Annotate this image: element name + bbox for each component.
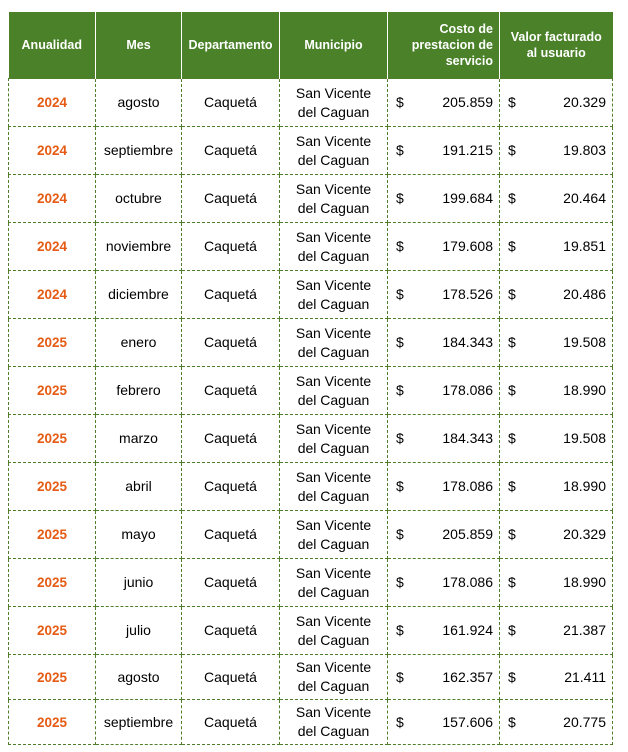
cost-cell[interactable] (388, 559, 500, 607)
municipality-line-2: del Caguan (297, 343, 370, 360)
municipality-line-1: San Vicente (295, 564, 372, 581)
month-cell[interactable]: enero (96, 319, 182, 367)
currency-symbol: $ (396, 622, 404, 638)
billed-value (508, 189, 606, 208)
municipality-line-2: del Caguan (297, 391, 370, 408)
header-cost[interactable]: Costo de prestacion de servicio (388, 12, 500, 79)
municipality-line-1: San Vicente (295, 324, 372, 341)
cost-cell[interactable] (388, 511, 500, 559)
month-cell[interactable]: mayo (96, 511, 182, 559)
table-row (9, 319, 613, 367)
currency-symbol: $ (508, 94, 516, 110)
billed-value (508, 477, 606, 496)
currency-symbol: $ (396, 94, 404, 110)
cost-amount: 162.357 (442, 668, 493, 685)
header-year[interactable]: Anualidad (9, 12, 96, 79)
billed-value (508, 333, 606, 352)
year-cell[interactable]: 2025 (9, 655, 96, 700)
year-cell[interactable]: 2025 (9, 511, 96, 559)
cost-value (396, 189, 493, 208)
table-row (9, 463, 613, 511)
billed-amount: 18.990 (563, 382, 606, 398)
municipality-cell[interactable] (280, 175, 388, 223)
currency-symbol: $ (396, 334, 404, 350)
currency-symbol: $ (396, 713, 404, 730)
billed-cell[interactable] (500, 319, 613, 367)
billed-value (508, 621, 606, 640)
municipality-line-2: del Caguan (297, 631, 370, 648)
cost-amount: 205.859 (442, 526, 493, 542)
billed-cell[interactable] (500, 607, 613, 655)
month-cell[interactable]: octubre (96, 175, 182, 223)
municipality-line-1: San Vicente (295, 84, 372, 101)
cost-amount: 161.924 (442, 622, 493, 638)
cost-cell[interactable] (388, 367, 500, 415)
year-cell[interactable]: 2025 (9, 700, 96, 745)
table-row (9, 511, 613, 559)
billed-amount: 19.803 (563, 142, 606, 158)
billed-value (508, 525, 606, 544)
month-cell[interactable]: diciembre (96, 271, 182, 319)
municipality-line-2: del Caguan (297, 535, 370, 552)
month-cell[interactable]: junio (96, 559, 182, 607)
currency-symbol: $ (508, 574, 516, 590)
municipality-line-2: del Caguan (297, 247, 370, 264)
municipality-line-2: del Caguan (297, 103, 370, 120)
department-cell[interactable]: Caquetá (182, 367, 280, 415)
billed-amount: 20.775 (563, 713, 606, 730)
table-row (9, 175, 613, 223)
department-cell[interactable]: Caquetá (182, 319, 280, 367)
billed-value (508, 429, 606, 448)
billed-amount: 20.329 (563, 94, 606, 110)
municipality-line-1: San Vicente (295, 468, 372, 485)
table-row (9, 271, 613, 319)
billed-amount: 19.508 (563, 430, 606, 446)
billed-amount: 20.329 (563, 526, 606, 542)
municipality-cell[interactable] (280, 607, 388, 655)
billed-amount: 21.411 (564, 668, 606, 685)
month-cell[interactable]: abril (96, 463, 182, 511)
billed-amount: 19.508 (563, 334, 606, 350)
currency-symbol: $ (508, 478, 516, 494)
year-cell[interactable]: 2024 (9, 175, 96, 223)
currency-symbol: $ (508, 430, 516, 446)
municipality-line-1: San Vicente (295, 420, 372, 437)
municipality-cell[interactable] (280, 79, 388, 127)
municipality-cell[interactable] (280, 367, 388, 415)
municipality-line-1: San Vicente (295, 276, 372, 293)
department-cell[interactable]: Caquetá (182, 271, 280, 319)
cost-cell[interactable] (388, 175, 500, 223)
currency-symbol: $ (508, 713, 516, 730)
cost-amount: 178.086 (442, 574, 493, 590)
currency-symbol: $ (508, 382, 516, 398)
header-department[interactable]: Departamento (182, 12, 280, 79)
month-cell[interactable]: marzo (96, 415, 182, 463)
table-row (9, 700, 613, 745)
municipality-cell[interactable] (280, 655, 388, 700)
currency-symbol: $ (508, 286, 516, 302)
billed-amount: 18.990 (563, 478, 606, 494)
table-row (9, 415, 613, 463)
billed-value (508, 141, 606, 160)
cost-value (396, 381, 493, 400)
billing-table (8, 12, 613, 745)
table-row (9, 79, 613, 127)
department-cell[interactable]: Caquetá (182, 79, 280, 127)
currency-symbol: $ (396, 478, 404, 494)
cost-value (396, 525, 493, 544)
currency-symbol: $ (508, 190, 516, 206)
billed-cell[interactable] (500, 415, 613, 463)
municipality-line-1: San Vicente (295, 659, 372, 675)
cost-amount: 205.859 (442, 94, 493, 110)
cost-amount: 178.086 (442, 382, 493, 398)
cost-value (396, 93, 493, 112)
department-cell[interactable]: Caquetá (182, 127, 280, 175)
cost-amount: 191.215 (442, 142, 493, 158)
municipality-line-2: del Caguan (297, 439, 370, 456)
year-cell[interactable]: 2025 (9, 367, 96, 415)
header-billed[interactable]: Valor facturado al usuario (500, 12, 613, 79)
cost-amount: 199.684 (442, 190, 493, 206)
table-row (9, 559, 613, 607)
month-cell[interactable]: agosto (96, 79, 182, 127)
municipality-line-1: San Vicente (295, 132, 372, 149)
billed-amount: 19.851 (563, 238, 606, 254)
table-row (9, 607, 613, 655)
department-cell[interactable]: Caquetá (182, 415, 280, 463)
department-cell[interactable]: Caquetá (182, 175, 280, 223)
billed-value (508, 573, 606, 592)
cost-cell[interactable] (388, 319, 500, 367)
municipality-cell[interactable] (280, 223, 388, 271)
cost-amount: 157.606 (442, 713, 493, 730)
cost-value (396, 333, 493, 352)
billed-value (508, 668, 606, 687)
year-cell[interactable]: 2024 (9, 79, 96, 127)
cost-cell[interactable] (388, 79, 500, 127)
municipality-line-2: del Caguan (297, 151, 370, 168)
cost-amount: 184.343 (442, 430, 493, 446)
billed-value (508, 93, 606, 112)
municipality-cell[interactable] (280, 463, 388, 511)
currency-symbol: $ (508, 334, 516, 350)
cost-value (396, 285, 493, 304)
header-month[interactable]: Mes (96, 12, 182, 79)
billed-cell[interactable] (500, 700, 613, 745)
billed-cell[interactable] (500, 463, 613, 511)
currency-symbol: $ (508, 526, 516, 542)
cost-value (396, 477, 493, 496)
billed-cell[interactable] (500, 175, 613, 223)
currency-symbol: $ (508, 622, 516, 638)
cost-amount: 178.086 (442, 478, 493, 494)
cost-cell[interactable] (388, 463, 500, 511)
cost-value (396, 573, 493, 592)
month-cell[interactable]: septiembre (96, 700, 182, 745)
municipality-line-2: del Caguan (297, 678, 370, 694)
cost-value (396, 668, 493, 687)
header-municipality[interactable]: Municipio (280, 12, 388, 79)
department-cell[interactable]: Caquetá (182, 559, 280, 607)
currency-symbol: $ (396, 668, 404, 685)
billed-amount: 18.990 (563, 574, 606, 590)
billed-amount: 21.387 (563, 622, 606, 638)
municipality-line-2: del Caguan (297, 487, 370, 504)
billed-cell[interactable] (500, 79, 613, 127)
department-cell[interactable]: Caquetá (182, 655, 280, 700)
currency-symbol: $ (396, 142, 404, 158)
year-cell[interactable]: 2024 (9, 223, 96, 271)
table-row (9, 655, 613, 700)
month-cell[interactable]: noviembre (96, 223, 182, 271)
currency-symbol: $ (396, 190, 404, 206)
year-cell[interactable]: 2025 (9, 463, 96, 511)
department-cell[interactable]: Caquetá (182, 463, 280, 511)
currency-symbol: $ (396, 286, 404, 302)
year-cell[interactable]: 2024 (9, 271, 96, 319)
billed-amount: 20.486 (563, 286, 606, 302)
month-cell[interactable]: febrero (96, 367, 182, 415)
cost-amount: 178.526 (442, 286, 493, 302)
currency-symbol: $ (508, 142, 516, 158)
municipality-cell[interactable] (280, 319, 388, 367)
cost-cell[interactable] (388, 223, 500, 271)
cost-cell[interactable] (388, 415, 500, 463)
currency-symbol: $ (396, 574, 404, 590)
municipality-line-2: del Caguan (297, 295, 370, 312)
municipality-line-1: San Vicente (295, 612, 372, 629)
year-cell[interactable]: 2025 (9, 415, 96, 463)
table-body (9, 79, 613, 745)
billed-cell[interactable] (500, 127, 613, 175)
billed-amount: 20.464 (563, 190, 606, 206)
municipality-cell[interactable] (280, 700, 388, 745)
municipality-line-1: San Vicente (295, 516, 372, 533)
department-cell[interactable]: Caquetá (182, 511, 280, 559)
cost-amount: 184.343 (442, 334, 493, 350)
table-row (9, 223, 613, 271)
year-cell[interactable]: 2025 (9, 319, 96, 367)
municipality-cell[interactable] (280, 559, 388, 607)
header-row (9, 12, 613, 79)
billed-cell[interactable] (500, 655, 613, 700)
billed-cell[interactable] (500, 511, 613, 559)
municipality-line-1: San Vicente (295, 704, 372, 720)
billed-value (508, 285, 606, 304)
municipality-cell[interactable] (280, 511, 388, 559)
municipality-cell[interactable] (280, 127, 388, 175)
year-cell[interactable]: 2025 (9, 607, 96, 655)
cost-cell[interactable] (388, 655, 500, 700)
month-cell[interactable]: julio (96, 607, 182, 655)
month-cell[interactable]: agosto (96, 655, 182, 700)
billed-value (508, 381, 606, 400)
billed-cell[interactable] (500, 223, 613, 271)
department-cell[interactable]: Caquetá (182, 607, 280, 655)
cost-value (396, 237, 493, 256)
municipality-line-2: del Caguan (297, 583, 370, 600)
municipality-line-2: del Caguan (297, 723, 370, 739)
currency-symbol: $ (396, 382, 404, 398)
cost-cell[interactable] (388, 127, 500, 175)
billed-value (508, 713, 606, 732)
cost-cell[interactable] (388, 700, 500, 745)
cost-cell[interactable] (388, 271, 500, 319)
year-cell[interactable]: 2024 (9, 127, 96, 175)
month-cell[interactable]: septiembre (96, 127, 182, 175)
billed-cell[interactable] (500, 559, 613, 607)
currency-symbol: $ (508, 238, 516, 254)
currency-symbol: $ (508, 668, 516, 685)
billed-value (508, 237, 606, 256)
billed-cell[interactable] (500, 271, 613, 319)
currency-symbol: $ (396, 430, 404, 446)
municipality-line-2: del Caguan (297, 199, 370, 216)
municipality-cell[interactable] (280, 271, 388, 319)
municipality-cell[interactable] (280, 415, 388, 463)
table-row (9, 367, 613, 415)
billed-cell[interactable] (500, 367, 613, 415)
cost-value (396, 713, 493, 732)
cost-cell[interactable] (388, 607, 500, 655)
year-cell[interactable]: 2025 (9, 559, 96, 607)
municipality-line-1: San Vicente (295, 180, 372, 197)
municipality-line-1: San Vicente (295, 372, 372, 389)
department-cell[interactable]: Caquetá (182, 700, 280, 745)
cost-value (396, 429, 493, 448)
municipality-line-1: San Vicente (295, 228, 372, 245)
cost-value (396, 621, 493, 640)
department-cell[interactable]: Caquetá (182, 223, 280, 271)
currency-symbol: $ (396, 526, 404, 542)
table-row (9, 127, 613, 175)
cost-value (396, 141, 493, 160)
cost-amount: 179.608 (442, 238, 493, 254)
currency-symbol: $ (396, 238, 404, 254)
